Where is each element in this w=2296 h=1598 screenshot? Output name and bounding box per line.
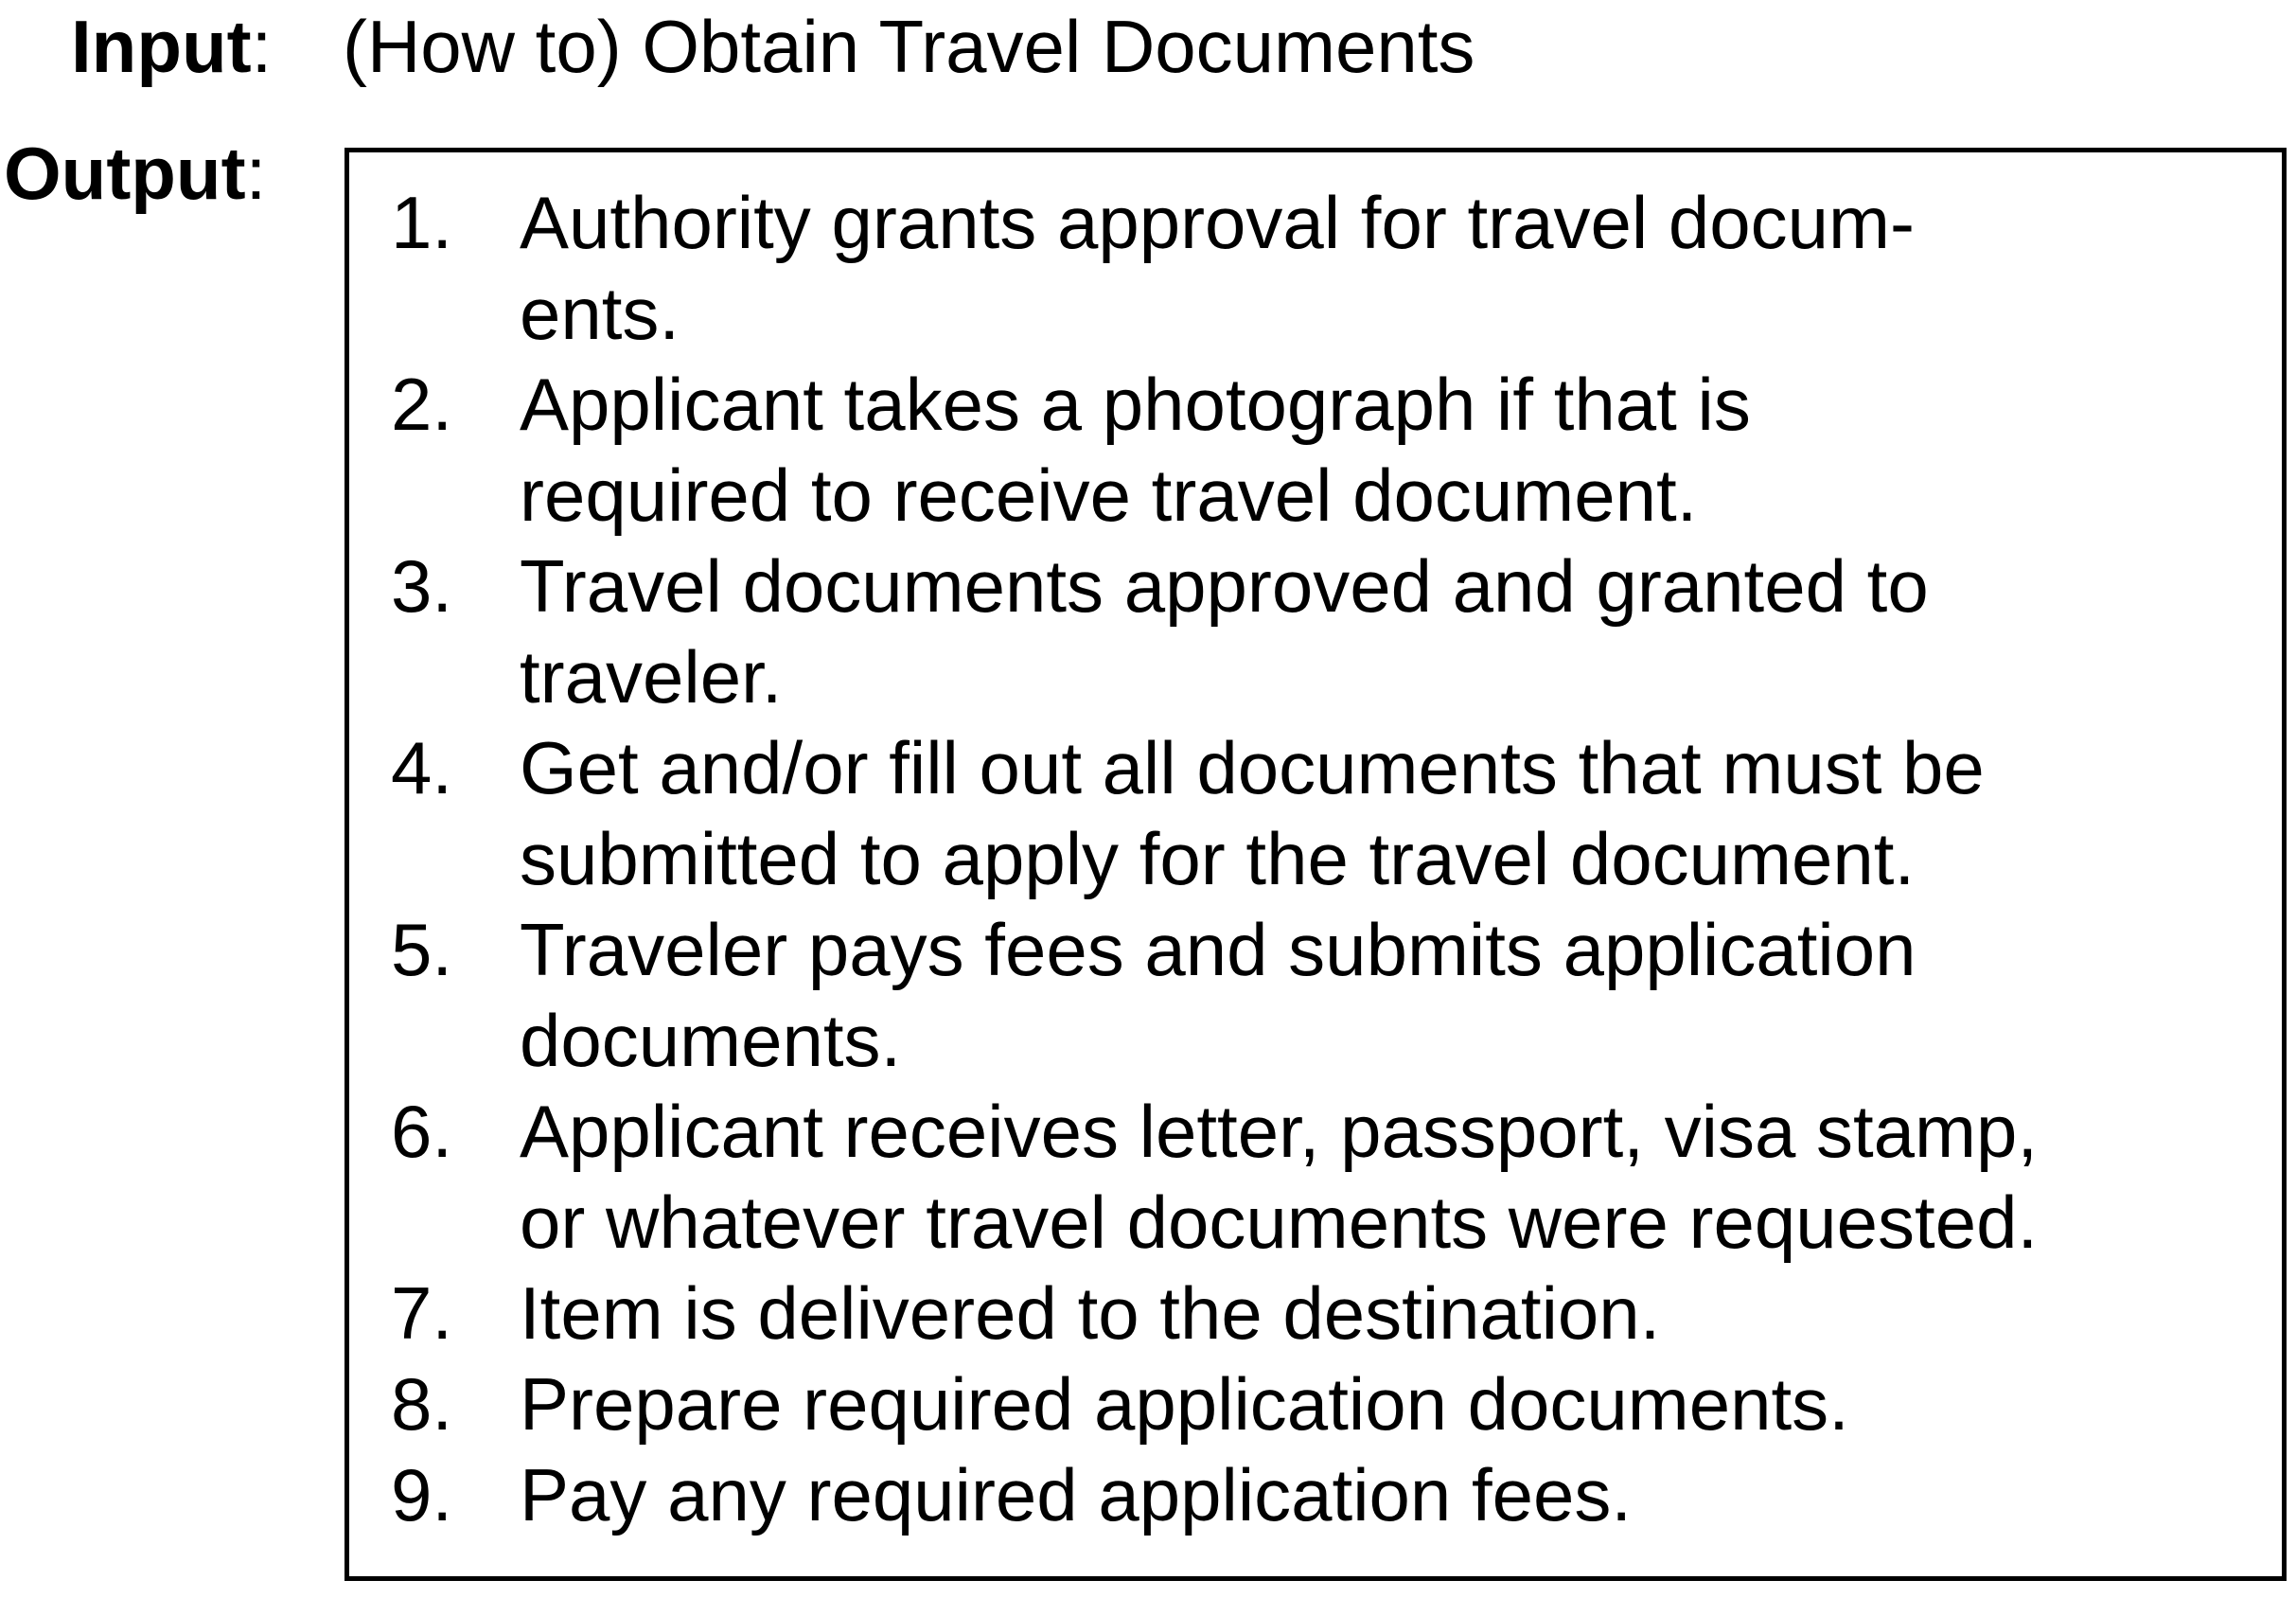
step-text-line: traveler. — [520, 635, 783, 719]
step-item — [391, 177, 2263, 359]
step-item — [391, 904, 2263, 1086]
step-number: 9. — [391, 1453, 453, 1536]
step-text-line: Pay any required application fees. — [520, 1453, 1633, 1536]
output-label-colon: : — [245, 132, 267, 215]
step-number: 1. — [391, 181, 453, 264]
step-number: 6. — [391, 1090, 453, 1173]
output-box — [344, 148, 2287, 1581]
step-item — [391, 359, 2263, 541]
step-text-line: Prepare required application documents. — [520, 1362, 1849, 1446]
step-number: 8. — [391, 1362, 453, 1446]
input-label-colon: : — [251, 5, 273, 88]
step-text-line: or whatever travel documents were requested. — [520, 1181, 2039, 1264]
input-label-text: Input — [71, 5, 252, 88]
output-label-text: Output — [4, 132, 246, 215]
step-text-line: Authority grants approval for travel docum- — [520, 181, 1916, 264]
input-text: (How to) Obtain Travel Documents — [343, 5, 1475, 88]
step-item — [391, 1449, 2263, 1540]
step-number: 5. — [391, 908, 453, 991]
step-number: 4. — [391, 726, 453, 809]
step-text-line: Applicant receives letter, passport, visa stamp, — [520, 1090, 2039, 1173]
step-text-line: Item is delivered to the destination. — [520, 1271, 1661, 1355]
step-text-line: Get and/or fill out all documents that must be — [520, 726, 1985, 809]
step-text-line: submitted to apply for the travel document. — [520, 817, 1916, 900]
output-label — [4, 132, 267, 215]
step-text-line: Applicant takes a photograph if that is — [520, 363, 1751, 446]
step-item — [391, 722, 2263, 904]
step-text-line: required to receive travel document. — [520, 453, 1698, 537]
step-text-line: ents. — [520, 272, 680, 355]
step-item — [391, 1268, 2263, 1358]
step-number: 7. — [391, 1271, 453, 1355]
step-item — [391, 541, 2263, 722]
step-item — [391, 1086, 2263, 1268]
input-label — [71, 5, 273, 88]
step-text-line: Travel documents approved and granted to — [520, 544, 1929, 628]
step-text-line: Traveler pays fees and submits application — [520, 908, 1916, 991]
step-item — [391, 1358, 2263, 1449]
step-number: 3. — [391, 544, 453, 628]
step-list — [391, 177, 2263, 1540]
step-text-line: documents. — [520, 999, 902, 1082]
step-number: 2. — [391, 363, 453, 446]
